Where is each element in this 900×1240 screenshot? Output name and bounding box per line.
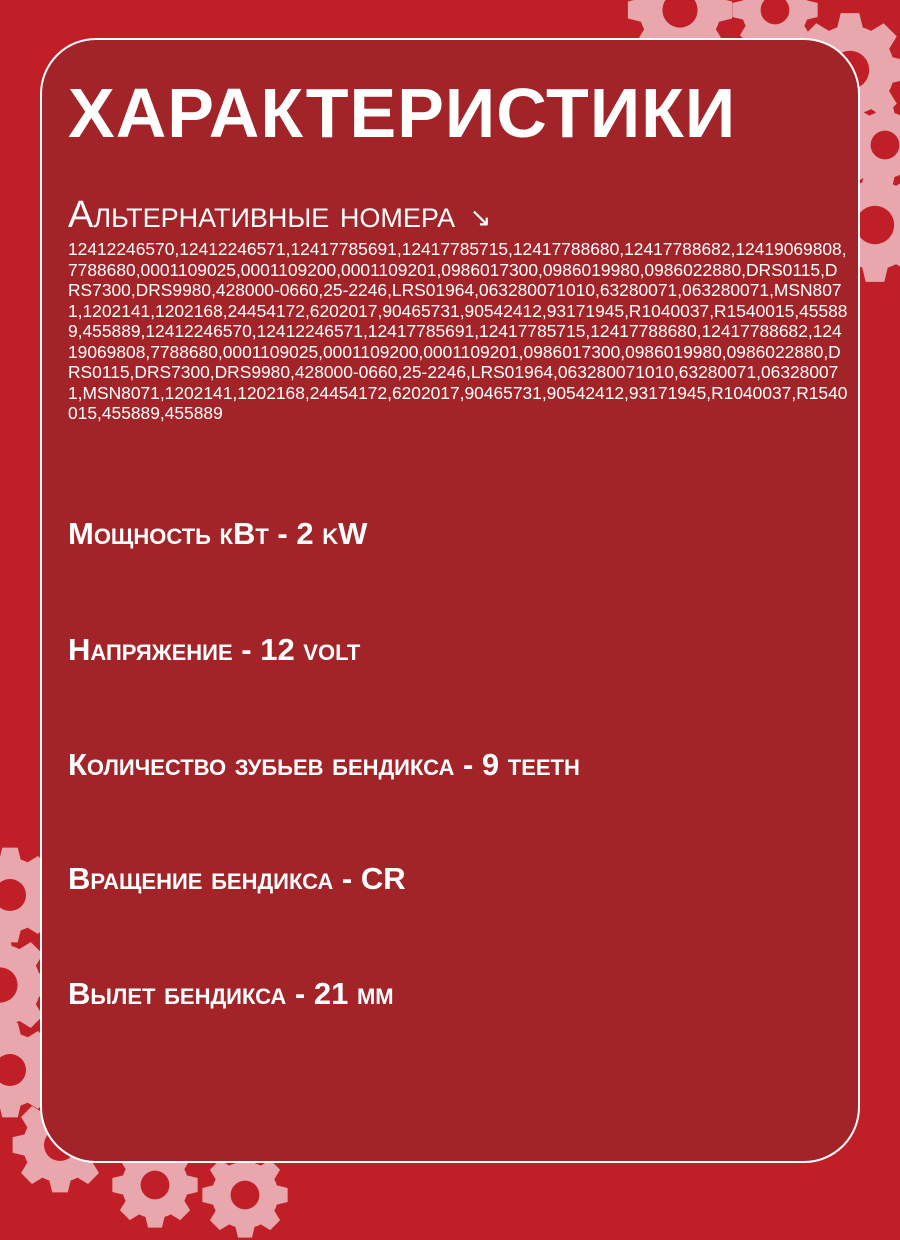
alt-numbers-heading bbox=[68, 196, 491, 234]
page-title: ХАРАКТЕРИСТИКИ bbox=[68, 74, 737, 152]
spec-rotation: Вращение бендикса - CR bbox=[68, 861, 406, 896]
specs-card bbox=[40, 38, 860, 1163]
arrow-down-right-icon: ↘ bbox=[469, 201, 492, 232]
alt-numbers-list: 12412246570,12412246571,12417785691,12417785715,12417788680,12417788682,12419069808,7788680,0001109025,0001109200,0001109201,0986017300,0986019980,0986022880,DRS0115,DRS7300,DRS9980,428000-0660,25-2246,LRS01964,063280071010,63280071,063280071,MSN8071,1202141,1202168,24454172,6202017,90465731,90542412,93171945,R1040037,R1540015,455889,455889,12412246570,12412246571,12417785691,12417785715,12417788680,12417788682,12419069808,7788680,0001109025,0001109200,0001109201,0986017300,0986019980,0986022880,DRS0115,DRS7300,DRS9980,428000-0660,25-2246,LRS01964,063280071010,63280071,063280071,MSN8071,1202141,1202168,24454172,6202017,90465731,90542412,93171945,R1040037,R1540015,455889,455889 bbox=[68, 239, 848, 423]
spec-power: Мощность кВт - 2 kW bbox=[68, 516, 368, 551]
spec-teeth: Количество зубьев бендикса - 9 teeth bbox=[68, 747, 580, 782]
spec-overhang: Вылет бендикса - 21 мм bbox=[68, 976, 394, 1011]
alt-numbers-label: Альтернативные номера bbox=[68, 194, 456, 236]
gear-icon bbox=[200, 1150, 290, 1240]
spec-voltage: Напряжение - 12 volt bbox=[68, 632, 361, 667]
